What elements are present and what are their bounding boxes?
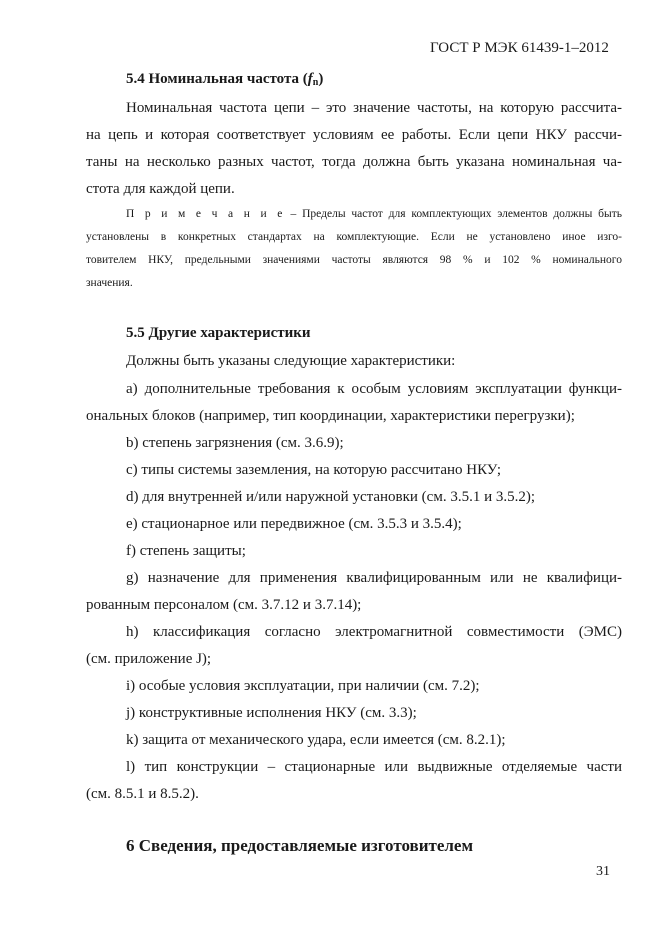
paragraph-line: Номинальная частота цепи – это значение частоты, на которую рассчита-	[126, 100, 622, 116]
list-item: b) степень загрязнения (см. 3.6.9);	[126, 435, 344, 451]
list-item: f) степень защиты;	[126, 543, 246, 559]
list-item-continuation: (см. 8.5.1 и 8.5.2).	[86, 786, 199, 802]
paragraph-line: на цепь и которая соответствует условиям ее работы. Если цепи НКУ рассчи-	[86, 127, 622, 143]
section-5-5-intro: Должны быть указаны следующие характеристики:	[126, 353, 456, 369]
list-item: h) классификация согласно электромагнитной совместимости (ЭМС)	[126, 624, 622, 640]
section-5-4-title-text: 5.4 Номинальная частота (	[126, 71, 308, 87]
section-5-4-title-end: )	[318, 71, 324, 87]
list-item: а) дополнительные требования к особым условиям эксплуатации функци-	[126, 381, 622, 397]
list-item: d) для внутренней и/или наружной установки (см. 3.5.1 и 3.5.2);	[126, 489, 536, 505]
note-first-line	[126, 208, 622, 220]
list-item: k) защита от механического удара, если имеется (см. 8.2.1);	[126, 732, 506, 748]
standard-designation: ГОСТ Р МЭК 61439-1–2012	[430, 40, 609, 56]
list-item-continuation: (см. приложение J);	[86, 651, 212, 667]
section-6-title: 6 Сведения, предоставляемые изготовителем	[126, 836, 474, 855]
list-item: i) особые условия эксплуатации, при наличии (см. 7.2);	[126, 678, 480, 694]
note-line: товителем НКУ, предельными значениями частоты являются 98 % и 102 % номинального	[86, 254, 622, 266]
paragraph-line: таны на несколько разных частот, тогда должна быть указана номинальная ча-	[86, 154, 622, 170]
list-item: l) тип конструкции – стационарные или выдвижные отделяемые части	[126, 759, 622, 775]
list-item: e) стационарное или передвижное (см. 3.5.3 и 3.5.4);	[126, 516, 462, 532]
section-5-4-title	[126, 71, 323, 88]
note-line: установлены в конкретных стандартах на комплектующие. Если не установлено иное изго-	[86, 231, 622, 243]
frequency-symbol: f	[307, 71, 313, 87]
note-label: П р и м е ч а н и е	[126, 208, 285, 220]
frequency-subscript: n	[312, 77, 319, 88]
paragraph-line: стота для каждой цепи.	[86, 181, 235, 197]
list-item: c) типы системы заземления, на которую рассчитано НКУ;	[126, 462, 502, 478]
section-5-5-title: 5.5 Другие характеристики	[126, 325, 311, 341]
note-line: значения.	[86, 277, 133, 289]
list-item-continuation: рованным персоналом (см. 3.7.12 и 3.7.14);	[86, 597, 362, 613]
list-item: g) назначение для применения квалифицированным или не квалифици-	[126, 570, 622, 586]
note-text: – Пределы частот для комплектующих элементов должны быть	[284, 208, 622, 220]
list-item-continuation: ональных блоков (например, тип координации, характеристики перегрузки);	[86, 408, 575, 424]
page-number: 31	[596, 864, 610, 879]
list-item: j) конструктивные исполнения НКУ (см. 3.3);	[126, 705, 417, 721]
